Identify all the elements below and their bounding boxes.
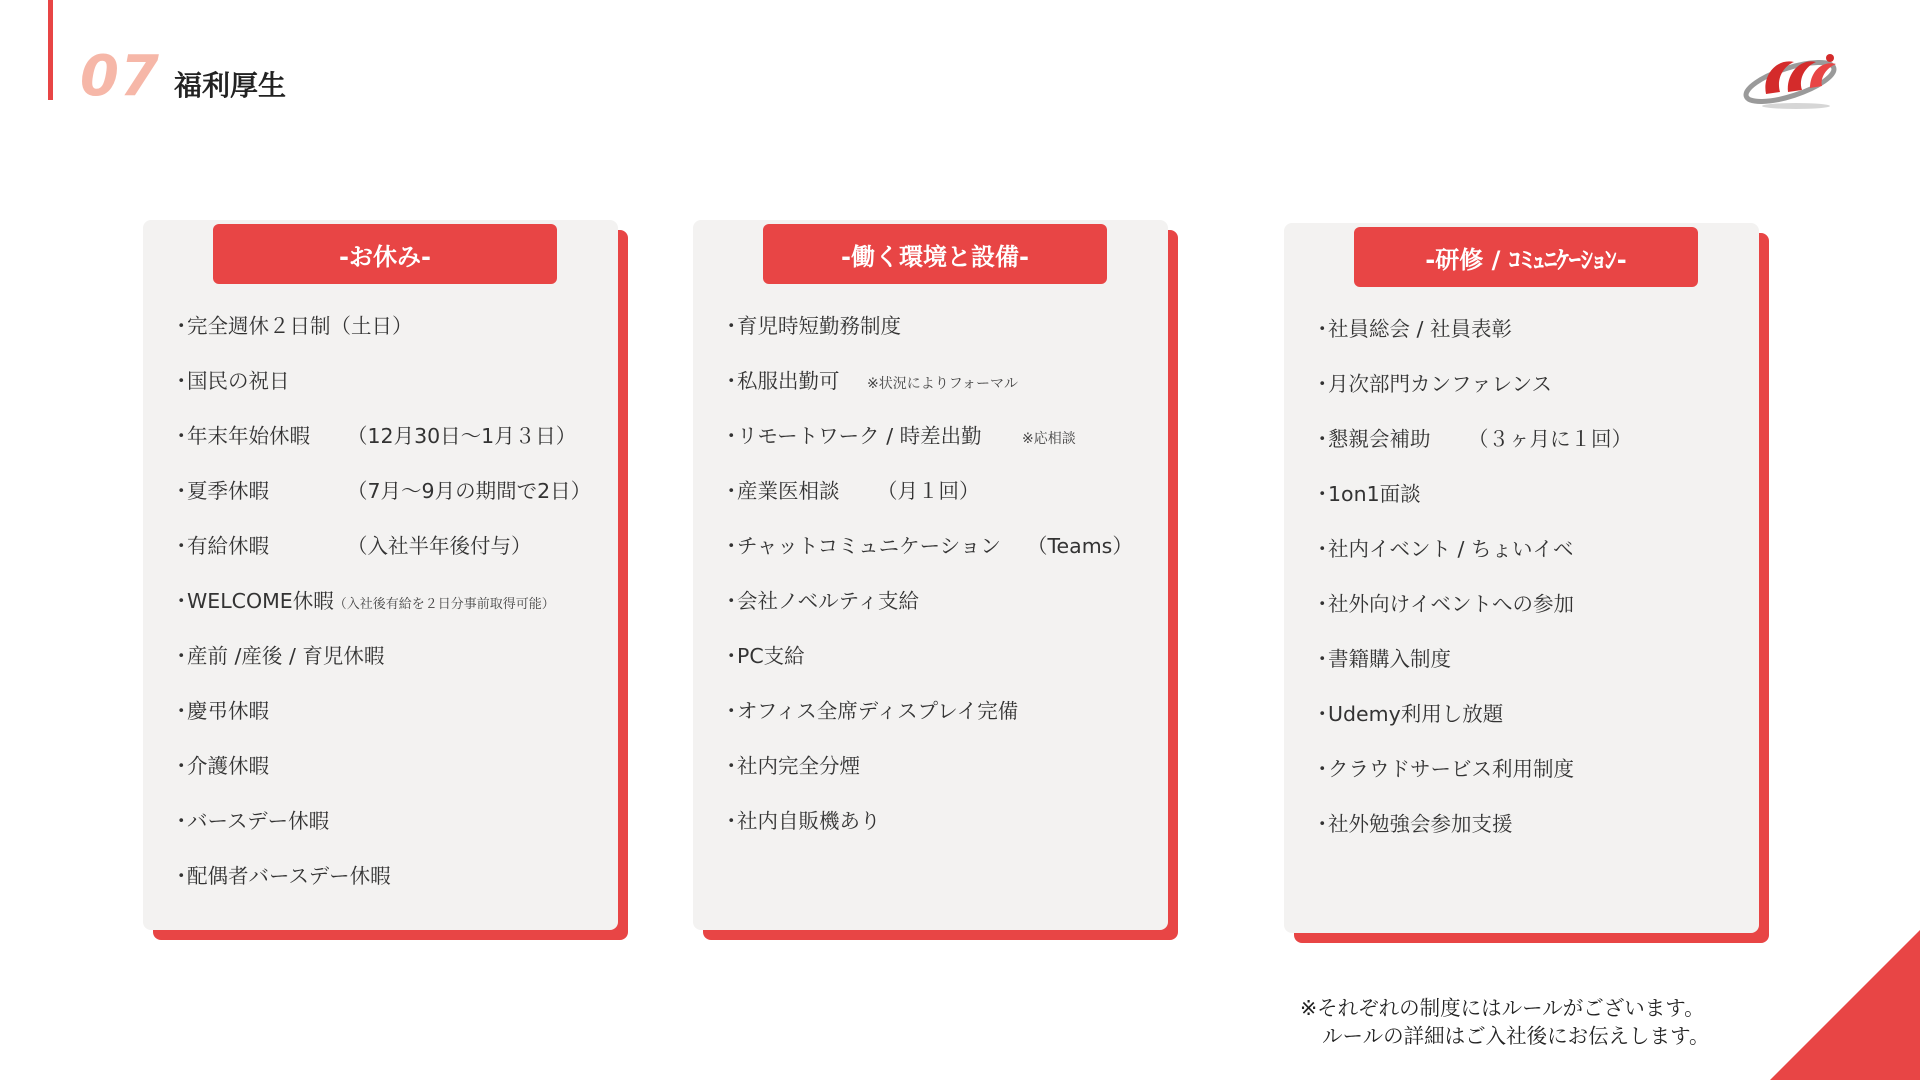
bullet: ・ [1312,482,1333,506]
item-text: 私服出勤可 [737,369,840,393]
bullet: ・ [1312,372,1333,396]
section-number: 07 [80,44,160,109]
item-text: 配偶者バースデー休暇 [187,864,391,888]
list-item [721,697,1201,752]
card-training [1284,223,1769,943]
list-item [171,312,651,367]
card-holidays [143,220,628,940]
item-text: 育児時短勤務制度 [737,314,901,338]
list-item [721,587,1201,642]
footer-note-line1: ※それぞれの制度にはルールがございます。 [1300,996,1705,1020]
item-detail: （月１回） [877,479,980,503]
bullet: ・ [171,589,192,613]
bullet: ・ [1312,537,1333,561]
list-item [1312,425,1792,480]
bullet: ・ [171,534,192,558]
card-body [1284,223,1759,933]
card-header: -働く環境と設備- [763,224,1107,284]
item-text: 介護休暇 [187,754,269,778]
bullet: ・ [721,644,742,668]
corner-triangle [1770,930,1920,1080]
list-item [1312,755,1792,810]
bullet: ・ [1312,592,1333,616]
item-text: WELCOME休暇 [187,589,334,613]
bullet: ・ [1312,317,1333,341]
bullet: ・ [171,809,192,833]
page-header [80,44,286,109]
item-note: （入社後有給を２日分事前取得可能） [333,597,555,612]
item-text: 完全週休２日制（土日） [187,314,413,338]
item-text: 年末年始休暇 [187,424,310,448]
item-detail: （３ヶ月に１回） [1468,427,1632,451]
item-text: チャットコミュニケーション [737,534,1001,558]
item-detail: （12月30日～1月３日） [347,424,577,448]
list-item [721,807,1201,862]
list-item [171,422,651,477]
item-text: クラウドサービス利用制度 [1328,757,1574,781]
item-text: 国民の祝日 [187,369,290,393]
benefit-list [1312,315,1792,865]
bullet: ・ [721,424,742,448]
benefit-list [721,312,1201,862]
bullet: ・ [1312,427,1333,451]
list-item [1312,810,1792,865]
company-logo-icon [1738,44,1848,114]
list-item [1312,480,1792,535]
item-text: 社員総会 / 社員表彰 [1328,317,1512,341]
bullet: ・ [721,809,742,833]
item-detail: （7月～9月の期間で2日） [347,479,592,503]
list-item [721,752,1201,807]
item-text: 社内完全分煙 [737,754,860,778]
item-text: 会社ノベルティ支給 [737,589,920,613]
item-text: 社内イベント / ちょいイベ [1328,537,1574,561]
list-item [171,807,651,862]
list-item [171,532,651,587]
card-body [693,220,1168,930]
item-text: オフィス全席ディスプレイ完備 [737,699,1019,723]
list-item [171,862,651,917]
item-text: Udemy利用し放題 [1328,702,1504,726]
item-text: 夏季休暇 [187,479,269,503]
bullet: ・ [721,589,742,613]
bullet: ・ [721,314,742,338]
bullet: ・ [721,369,742,393]
benefit-list [171,312,651,917]
list-item [171,697,651,752]
bullet: ・ [1312,702,1333,726]
list-item [1312,590,1792,645]
footer-note-line2: ルールの詳細はご入社後にお伝えします。 [1322,1024,1710,1048]
list-item [721,312,1201,367]
list-item [721,532,1201,587]
bullet: ・ [171,314,192,338]
bullet: ・ [721,534,742,558]
list-item [1312,645,1792,700]
item-text: 書籍購入制度 [1328,647,1451,671]
bullet: ・ [721,754,742,778]
bullet: ・ [171,864,192,888]
item-text: 有給休暇 [187,534,269,558]
accent-bar [48,0,53,100]
item-detail: （Teams） [1027,534,1133,558]
item-text: 社内自販機あり [737,809,881,833]
bullet: ・ [721,479,742,503]
bullet: ・ [171,699,192,723]
list-item [171,587,651,642]
page-title: 福利厚生 [173,69,286,102]
card-header: -研修 / ｺﾐｭﾆｹｰｼｮﾝ- [1354,227,1698,287]
bullet: ・ [171,369,192,393]
item-text: 懇親会補助 [1328,427,1431,451]
item-text: 社外勉強会参加支援 [1328,812,1513,836]
list-item [171,642,651,697]
card-environment [693,220,1178,940]
list-item [171,367,651,422]
item-text: 産前 /産後 / 育児休暇 [187,644,385,668]
bullet: ・ [171,644,192,668]
bullet: ・ [171,479,192,503]
item-text: 慶弔休暇 [187,699,269,723]
bullet: ・ [171,754,192,778]
item-text: リモートワーク / 時差出勤 [737,424,982,448]
bullet: ・ [1312,757,1333,781]
list-item [721,642,1201,697]
card-header: -お休み- [213,224,557,284]
item-text: 社外向けイベントへの参加 [1328,592,1574,616]
list-item [1312,370,1792,425]
bullet: ・ [1312,812,1333,836]
item-text: 1on1面談 [1328,482,1421,506]
list-item [171,752,651,807]
bullet: ・ [171,424,192,448]
list-item [721,477,1201,532]
card-body [143,220,618,930]
item-detail: （入社半年後付与） [347,534,532,558]
item-text: バースデー休暇 [187,809,330,833]
list-item [1312,700,1792,755]
item-note: ※応相談 [1022,431,1076,447]
bullet: ・ [721,699,742,723]
list-item [171,477,651,532]
footer-note [1300,994,1709,1050]
item-text: 産業医相談 [737,479,840,503]
list-item [1312,535,1792,590]
item-text: PC支給 [737,644,805,668]
item-note: ※状況によりフォーマル [867,376,1019,392]
list-item [721,422,1201,477]
list-item [1312,315,1792,370]
bullet: ・ [1312,647,1333,671]
item-text: 月次部門カンファレンス [1328,372,1552,396]
list-item [721,367,1201,422]
